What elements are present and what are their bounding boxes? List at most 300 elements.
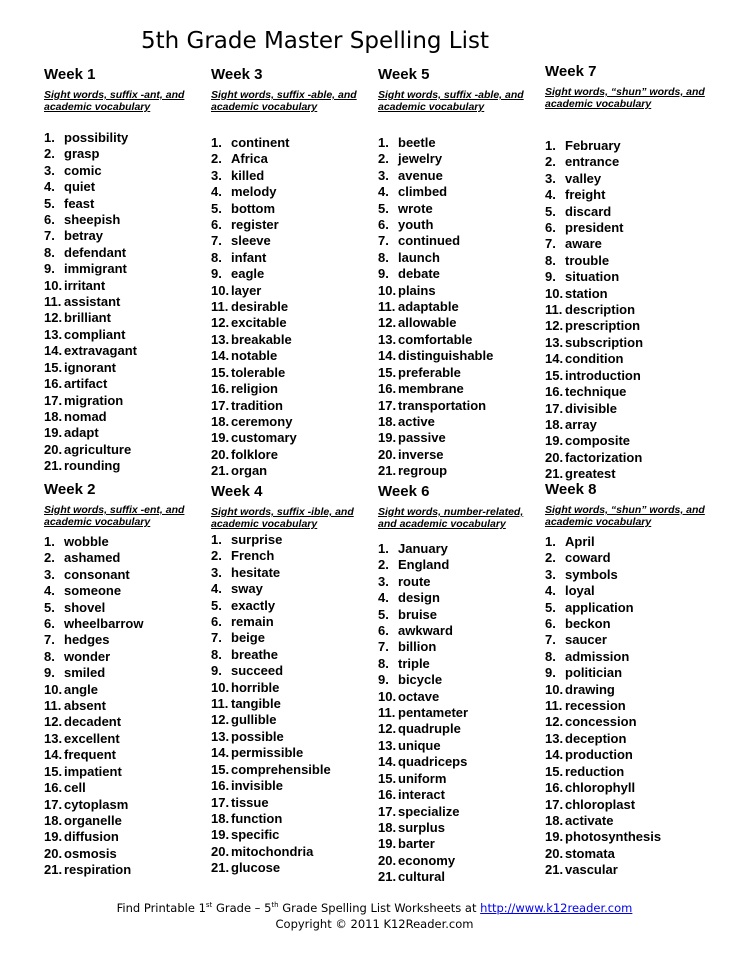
- word-text: angle: [64, 681, 98, 697]
- word-number: 11.: [378, 705, 396, 721]
- word-number: 14.: [378, 348, 397, 364]
- word-text: tissue: [231, 794, 269, 810]
- word-item: [545, 534, 705, 550]
- word-number: 1.: [211, 135, 222, 150]
- word-item: [44, 583, 204, 599]
- word-item: [545, 401, 705, 417]
- word-number: 5.: [44, 599, 55, 615]
- word-text: mitochondria: [231, 843, 314, 859]
- week-subtitle: Sight words, number-related, and academic vocabulary: [378, 506, 524, 530]
- word-number: 2.: [211, 151, 222, 167]
- word-text: avenue: [398, 167, 443, 183]
- word-number: 15.: [44, 359, 63, 375]
- k12reader-link[interactable]: http://www.k12reader.com: [480, 900, 633, 915]
- word-item: [378, 299, 538, 315]
- word-item: [545, 204, 705, 220]
- word-item: [211, 762, 371, 778]
- word-item: [378, 414, 538, 430]
- word-number: 13.: [211, 331, 230, 347]
- week-subtitle: Sight words, suffix -ible, and academic vocabulary: [211, 506, 354, 530]
- word-number: 18.: [44, 812, 63, 828]
- word-item: [211, 614, 371, 630]
- word-text: billion: [398, 639, 437, 655]
- word-text: absent: [64, 698, 106, 714]
- word-item: [545, 171, 705, 187]
- word-text: layer: [231, 282, 262, 298]
- word-item: [44, 682, 204, 698]
- word-item: [211, 860, 371, 876]
- word-text: sheepish: [64, 212, 121, 228]
- word-item: [211, 430, 371, 446]
- word-text: bottom: [231, 200, 276, 216]
- word-text: debate: [398, 266, 440, 282]
- word-text: youth: [398, 217, 434, 233]
- word-number: 20.: [44, 441, 63, 457]
- word-list: [211, 532, 371, 877]
- word-number: 2.: [378, 557, 389, 573]
- word-number: 18.: [378, 819, 397, 835]
- word-item: [44, 196, 204, 212]
- word-item: [545, 302, 705, 318]
- word-number: 3.: [545, 566, 556, 582]
- word-item: [44, 862, 204, 878]
- word-text: excitable: [231, 315, 287, 331]
- word-item: [545, 731, 705, 747]
- word-item: [44, 261, 204, 277]
- word-text: tolerable: [231, 364, 286, 380]
- word-number: 7.: [378, 233, 389, 249]
- word-item: [44, 846, 204, 862]
- word-text: impatient: [64, 763, 122, 779]
- word-item: [545, 138, 705, 154]
- word-number: 18.: [545, 416, 564, 432]
- word-number: 19.: [545, 829, 564, 845]
- word-item: [378, 787, 538, 803]
- word-number: 17.: [378, 397, 397, 413]
- word-text: specialize: [398, 803, 460, 819]
- word-text: tangible: [231, 696, 281, 712]
- word-number: 5.: [211, 200, 222, 216]
- word-item: [378, 332, 538, 348]
- word-text: transportation: [398, 397, 487, 413]
- word-item: [378, 804, 538, 820]
- word-number: 9.: [545, 269, 556, 285]
- word-item: [44, 665, 204, 681]
- word-text: activate: [565, 812, 614, 828]
- word-text: entrance: [565, 154, 620, 170]
- word-text: octave: [398, 688, 440, 704]
- word-number: 11.: [211, 299, 229, 315]
- word-text: greatest: [565, 466, 616, 482]
- word-item: [378, 217, 538, 233]
- word-item: [545, 154, 705, 170]
- word-item: [545, 335, 705, 351]
- week-block: [378, 483, 538, 886]
- word-item: [211, 168, 371, 184]
- week-block: [44, 481, 204, 879]
- word-text: comfortable: [398, 331, 473, 347]
- word-number: 18.: [378, 413, 397, 429]
- word-number: 12.: [378, 721, 397, 737]
- word-text: consonant: [64, 566, 130, 582]
- word-number: 15.: [378, 364, 397, 380]
- word-item: [44, 130, 204, 146]
- word-number: 13.: [44, 326, 63, 342]
- week-block: [211, 483, 371, 877]
- word-text: surprise: [231, 532, 283, 547]
- word-text: artifact: [64, 376, 108, 392]
- word-text: permissible: [231, 745, 304, 761]
- word-text: February: [565, 138, 621, 153]
- word-item: [44, 797, 204, 813]
- word-number: 3.: [378, 573, 389, 589]
- word-item: [378, 869, 538, 885]
- word-item: [545, 253, 705, 269]
- word-number: 1.: [545, 534, 556, 549]
- word-number: 14.: [378, 754, 397, 770]
- word-item: [211, 663, 371, 679]
- word-item: [378, 201, 538, 217]
- word-number: 16.: [44, 376, 63, 392]
- word-item: [211, 548, 371, 564]
- word-item: [378, 151, 538, 167]
- word-item: [545, 384, 705, 400]
- word-number: 15.: [545, 763, 564, 779]
- word-number: 7.: [545, 236, 556, 252]
- word-item: [44, 327, 204, 343]
- word-number: 9.: [378, 672, 389, 688]
- word-text: osmosis: [64, 845, 117, 861]
- week-subtitle: Sight words, “shun” words, and academic vocabulary: [545, 504, 705, 528]
- week-subtitle: Sight words, suffix -ant, and academic vocabulary: [44, 89, 185, 113]
- word-item: [44, 212, 204, 228]
- word-text: chlorophyll: [565, 780, 636, 796]
- word-item: [545, 632, 705, 648]
- word-number: 1.: [545, 138, 556, 153]
- word-text: president: [565, 220, 624, 236]
- word-text: tradition: [231, 397, 283, 413]
- word-text: subscription: [565, 334, 644, 350]
- word-number: 21.: [44, 458, 63, 474]
- word-number: 9.: [44, 261, 55, 277]
- word-text: aware: [565, 236, 602, 252]
- word-number: 3.: [44, 566, 55, 582]
- word-number: 21.: [378, 463, 397, 479]
- word-text: religion: [231, 381, 278, 397]
- word-number: 14.: [545, 351, 564, 367]
- word-text: condition: [565, 351, 624, 367]
- word-item: [211, 299, 371, 315]
- word-text: deception: [565, 730, 627, 746]
- word-item: [211, 811, 371, 827]
- word-item: [545, 665, 705, 681]
- word-number: 10.: [44, 681, 63, 697]
- word-text: valley: [565, 170, 602, 186]
- word-item: [378, 557, 538, 573]
- word-item: [378, 836, 538, 852]
- word-item: [44, 731, 204, 747]
- word-number: 11.: [545, 698, 563, 714]
- word-item: [545, 649, 705, 665]
- word-item: [545, 368, 705, 384]
- word-item: [378, 233, 538, 249]
- word-text: loyal: [565, 583, 595, 599]
- word-number: 15.: [545, 367, 564, 383]
- word-text: compliant: [64, 326, 126, 342]
- word-text: excellent: [64, 730, 120, 746]
- word-number: 19.: [211, 430, 230, 446]
- word-number: 11.: [44, 294, 62, 310]
- word-list: [545, 534, 705, 879]
- word-item: [545, 236, 705, 252]
- word-list: [44, 534, 204, 879]
- word-item: [211, 414, 371, 430]
- word-item: [44, 632, 204, 648]
- word-number: 7.: [211, 233, 222, 249]
- word-text: stomata: [565, 845, 615, 861]
- word-number: 19.: [378, 836, 397, 852]
- word-list: [378, 135, 538, 480]
- word-text: comic: [64, 162, 102, 178]
- word-item: [211, 332, 371, 348]
- word-number: 12.: [44, 714, 63, 730]
- word-item: [378, 689, 538, 705]
- word-item: [545, 862, 705, 878]
- word-text: immigrant: [64, 261, 127, 277]
- word-number: 19.: [44, 829, 63, 845]
- word-number: 10.: [211, 679, 230, 695]
- word-number: 21.: [378, 869, 397, 885]
- word-number: 8.: [545, 252, 556, 268]
- word-text: melody: [231, 184, 277, 200]
- word-number: 12.: [211, 315, 230, 331]
- word-item: [378, 771, 538, 787]
- word-item: [545, 550, 705, 566]
- week-title: Week 8: [545, 481, 597, 498]
- word-number: 20.: [44, 845, 63, 861]
- word-number: 16.: [378, 787, 397, 803]
- word-number: 8.: [545, 648, 556, 664]
- word-item: [545, 764, 705, 780]
- week-block: [44, 66, 204, 475]
- word-item: [378, 590, 538, 606]
- word-item: [211, 696, 371, 712]
- word-number: 18.: [44, 408, 63, 424]
- word-item: [211, 729, 371, 745]
- word-item: [378, 820, 538, 836]
- word-item: [378, 705, 538, 721]
- word-text: breakable: [231, 331, 292, 347]
- word-text: cell: [64, 780, 86, 796]
- word-item: [378, 184, 538, 200]
- word-number: 7.: [545, 632, 556, 648]
- word-number: 2.: [44, 550, 55, 566]
- word-text: wheelbarrow: [64, 616, 144, 632]
- word-text: chloroplast: [565, 796, 636, 812]
- word-item: [378, 365, 538, 381]
- word-number: 13.: [545, 334, 564, 350]
- word-text: folklore: [231, 446, 278, 462]
- word-text: introduction: [565, 367, 641, 383]
- word-item: [44, 146, 204, 162]
- word-number: 4.: [44, 583, 55, 599]
- word-item: [545, 351, 705, 367]
- word-text: admission: [565, 648, 630, 664]
- week-block: [545, 63, 705, 483]
- word-item: [211, 778, 371, 794]
- word-number: 20.: [378, 852, 397, 868]
- week-block: [211, 66, 371, 480]
- word-text: diffusion: [64, 829, 119, 845]
- week-subtitle: Sight words, suffix -able, and academic vocabulary: [378, 89, 524, 113]
- word-list: [44, 130, 204, 475]
- word-text: respiration: [64, 862, 132, 878]
- word-item: [545, 450, 705, 466]
- word-text: active: [398, 413, 435, 429]
- word-text: array: [565, 416, 597, 432]
- word-text: breathe: [231, 646, 278, 662]
- footer-text: Grade Spelling List Worksheets at: [278, 900, 481, 915]
- word-text: assistant: [64, 294, 121, 310]
- word-number: 18.: [211, 810, 230, 826]
- word-number: 8.: [44, 648, 55, 664]
- word-text: infant: [231, 249, 267, 265]
- word-number: 12.: [211, 712, 230, 728]
- word-number: 9.: [44, 665, 55, 681]
- word-text: desirable: [231, 299, 289, 315]
- word-number: 7.: [44, 632, 55, 648]
- word-number: 7.: [44, 228, 55, 244]
- word-text: bicycle: [398, 672, 443, 688]
- word-number: 12.: [545, 318, 564, 334]
- word-number: 16.: [211, 778, 230, 794]
- word-text: reduction: [565, 763, 625, 779]
- word-text: notable: [231, 348, 278, 364]
- word-text: frequent: [64, 747, 116, 763]
- word-item: [545, 797, 705, 813]
- word-text: grasp: [64, 146, 100, 162]
- word-number: 14.: [44, 343, 63, 359]
- word-item: [378, 754, 538, 770]
- word-text: hesitate: [231, 564, 281, 580]
- word-item: [545, 600, 705, 616]
- word-item: [211, 151, 371, 167]
- word-text: continued: [398, 233, 461, 249]
- word-text: politician: [565, 665, 623, 681]
- word-text: succeed: [231, 663, 284, 679]
- word-number: 5.: [378, 200, 389, 216]
- word-text: invisible: [231, 778, 284, 794]
- word-item: [211, 365, 371, 381]
- word-number: 8.: [378, 249, 389, 265]
- word-item: [378, 721, 538, 737]
- word-item: [378, 738, 538, 754]
- word-number: 4.: [545, 583, 556, 599]
- word-number: 6.: [545, 220, 556, 236]
- word-text: composite: [565, 433, 631, 449]
- word-item: [545, 433, 705, 449]
- word-item: [44, 278, 204, 294]
- word-text: ceremony: [231, 413, 293, 429]
- footer: [0, 897, 749, 932]
- word-item: [378, 447, 538, 463]
- word-text: discard: [565, 203, 612, 219]
- word-text: organelle: [64, 812, 122, 828]
- word-number: 4.: [378, 590, 389, 606]
- word-text: launch: [398, 249, 440, 265]
- word-number: 10.: [545, 681, 564, 697]
- word-number: 6.: [545, 616, 556, 632]
- word-number: 9.: [211, 663, 222, 679]
- week-title: Week 6: [378, 483, 430, 500]
- word-number: 19.: [378, 430, 397, 446]
- week-title: Week 2: [44, 481, 96, 498]
- footer-text: Find Printable 1: [116, 900, 206, 915]
- word-text: cultural: [398, 869, 445, 885]
- word-text: agriculture: [64, 441, 132, 457]
- word-item: [211, 266, 371, 282]
- word-text: allowable: [398, 315, 457, 331]
- word-number: 8.: [44, 244, 55, 260]
- word-text: description: [565, 302, 636, 318]
- word-number: 5.: [44, 195, 55, 211]
- word-text: defendant: [64, 244, 127, 260]
- word-text: saucer: [565, 632, 607, 648]
- word-number: 3.: [211, 167, 222, 183]
- word-text: technique: [565, 384, 627, 400]
- word-number: 13.: [211, 728, 230, 744]
- word-number: 1.: [378, 135, 389, 150]
- word-text: cytoplasm: [64, 796, 129, 812]
- word-text: hedges: [64, 632, 110, 648]
- word-text: adaptable: [398, 299, 459, 315]
- word-item: [378, 623, 538, 639]
- word-number: 14.: [211, 745, 230, 761]
- word-item: [211, 315, 371, 331]
- word-number: 6.: [211, 614, 222, 630]
- word-text: glucose: [231, 860, 281, 876]
- word-text: barter: [398, 836, 435, 852]
- word-text: beetle: [398, 135, 436, 150]
- word-text: gullible: [231, 712, 277, 728]
- word-item: [44, 616, 204, 632]
- word-text: French: [231, 548, 275, 564]
- word-text: possible: [231, 728, 284, 744]
- word-item: [378, 381, 538, 397]
- word-number: 3.: [44, 162, 55, 178]
- word-text: exactly: [231, 597, 276, 613]
- word-number: 20.: [378, 446, 397, 462]
- word-item: [44, 780, 204, 796]
- word-number: 9.: [211, 266, 222, 282]
- word-number: 13.: [378, 737, 397, 753]
- word-item: [211, 598, 371, 614]
- word-number: 20.: [545, 845, 564, 861]
- word-item: [378, 672, 538, 688]
- word-item: [378, 656, 538, 672]
- word-text: beckon: [565, 616, 611, 632]
- word-text: quiet: [64, 179, 96, 195]
- word-number: 14.: [545, 747, 564, 763]
- word-text: April: [565, 534, 595, 549]
- word-number: 10.: [211, 282, 230, 298]
- word-text: comprehensible: [231, 761, 331, 777]
- word-number: 8.: [211, 249, 222, 265]
- word-number: 2.: [378, 151, 389, 167]
- word-text: someone: [64, 583, 122, 599]
- word-text: extravagant: [64, 343, 137, 359]
- word-item: [378, 574, 538, 590]
